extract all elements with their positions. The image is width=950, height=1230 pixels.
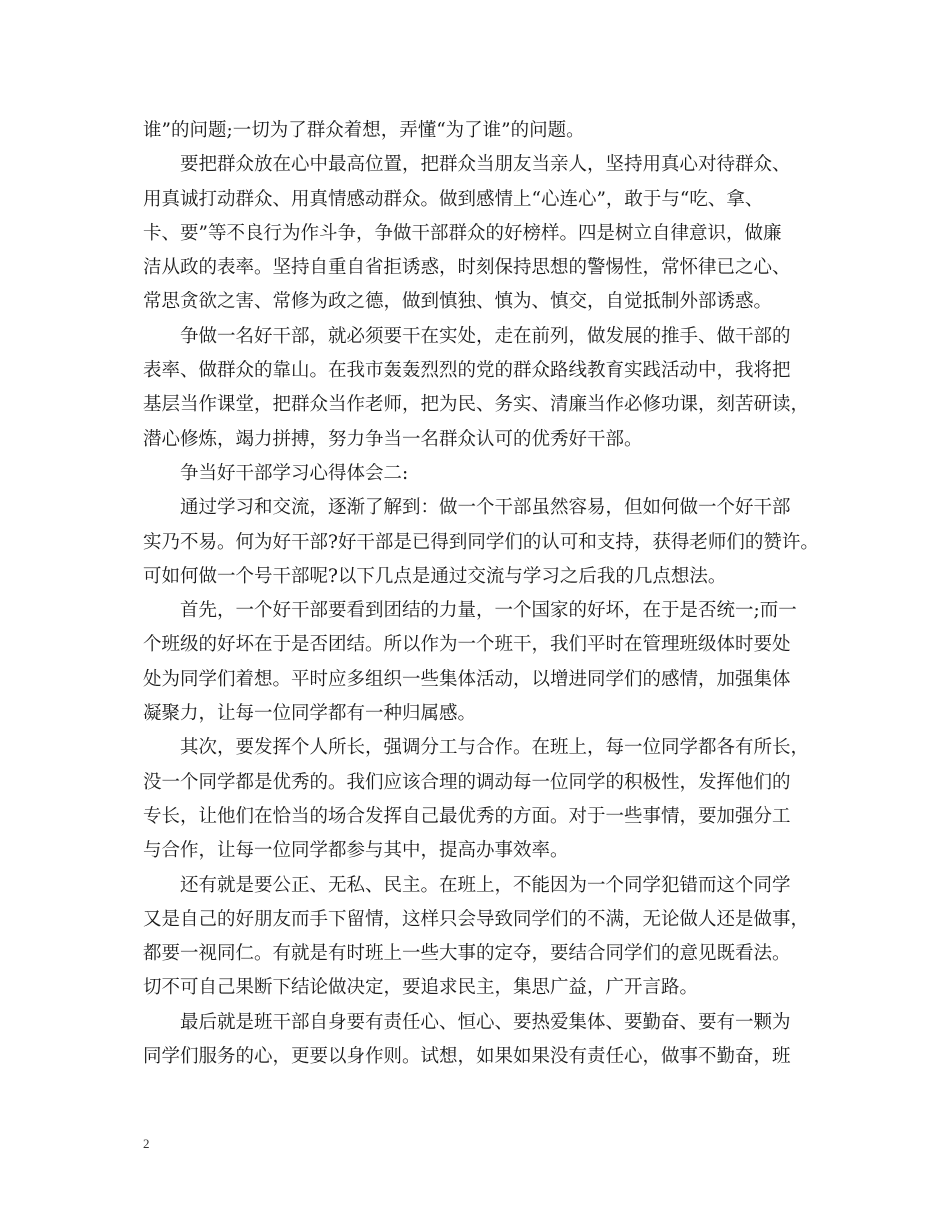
text-line: 与合作，让每一位同学都参与其中，提高办事效率。 bbox=[143, 840, 569, 862]
text-line: 凝聚力，让每一位同学都有一种归属感。 bbox=[143, 703, 477, 725]
text-line: 表率、做群众的靠山。在我市轰轰烈烈的党的群众路线教育实践活动中，我将把 bbox=[143, 360, 791, 382]
text-line: 谁”的问题;一切为了群众着想，弄懂“为了谁”的问题。 bbox=[143, 120, 585, 141]
text-line: 争做一名好干部，就必须要干在实处，走在前列，做发展的推手、做干部的 bbox=[180, 325, 791, 347]
text-line: 同学们服务的心，更要以身作则。试想，如果如果没有责任心，做事不勤奋，班 bbox=[143, 1046, 791, 1068]
text-line: 通过学习和交流，逐渐了解到：做一个干部虽然容易，但如何做一个好干部 bbox=[180, 497, 791, 519]
text-line: 争当好干部学习心得体会二: bbox=[180, 462, 409, 484]
page-number: 2 bbox=[143, 1136, 150, 1151]
text-line: 要把群众放在心中最高位置，把群众当朋友当亲人，坚持用真心对待群众、 bbox=[180, 154, 791, 176]
text-line: 没一个同学都是优秀的。我们应该合理的调动每一位同学的积极性，发挥他们的 bbox=[143, 771, 791, 793]
text-line: 又是自己的好朋友而手下留情，这样只会导致同学们的不满，无论做人还是做事， bbox=[143, 908, 810, 930]
text-line: 还有就是要公正、无私、民主。在班上，不能因为一个同学犯错而这个同学 bbox=[180, 874, 791, 896]
text-line: 洁从政的表率。坚持自重自省拒诱惑，时刻保持思想的警惕性，常怀律已之心、 bbox=[143, 257, 791, 279]
text-line: 潜心修炼，竭力拼搏，努力争当一名群众认可的优秀好干部。 bbox=[143, 428, 643, 450]
text-line: 基层当作课堂，把群众当作老师，把为民、务实、清廉当作必修功课，刻苦研读， bbox=[143, 394, 810, 416]
text-line: 其次，要发挥个人所长，强调分工与合作。在班上，每一位同学都各有所长， bbox=[180, 737, 810, 759]
text-line: 最后就是班干部自身要有责任心、恒心、要热爱集体、要勤奋、要有一颗为 bbox=[180, 1011, 791, 1033]
text-line: 都要一视同仁。有就是有时班上一些大事的定夺，要结合同学们的意见既看法。 bbox=[143, 943, 791, 965]
text-line: 切不可自己果断下结论做决定，要追求民主，集思广益，广开言路。 bbox=[143, 977, 699, 999]
document-body bbox=[143, 114, 828, 1074]
text-line: 专长，让他们在恰当的场合发挥自己最优秀的方面。对于一些事情，要加强分工 bbox=[143, 805, 791, 827]
text-line: 处为同学们着想。平时应多组织一些集体活动，以增进同学们的感情，加强集体 bbox=[143, 668, 791, 690]
text-line: 常思贪欲之害、常修为政之德，做到慎独、慎为、慎交，自觉抵制外部诱惑。 bbox=[143, 291, 773, 313]
text-line: 实乃不易。何为好干部?好干部是已得到同学们的认可和支持，获得老师们的赞许。 bbox=[143, 531, 819, 553]
text-line: 首先，一个好干部要看到团结的力量，一个国家的好坏，在于是否统一;而一 bbox=[180, 600, 797, 622]
text-line: 用真诚打动群众、用真情感动群众。做到感情上“心连心”，敢于与“吃、拿、 bbox=[143, 188, 764, 210]
text-line: 可如何做一个号干部呢?以下几点是通过交流与学习之后我的几点想法。 bbox=[143, 565, 727, 587]
text-line: 个班级的好坏在于是否团结。所以作为一个班干，我们平时在管理班级体时要处 bbox=[143, 634, 791, 656]
text-line: 卡、要”等不良行为作斗争，争做干部群众的好榜样。四是树立自律意识，做廉 bbox=[143, 222, 782, 244]
